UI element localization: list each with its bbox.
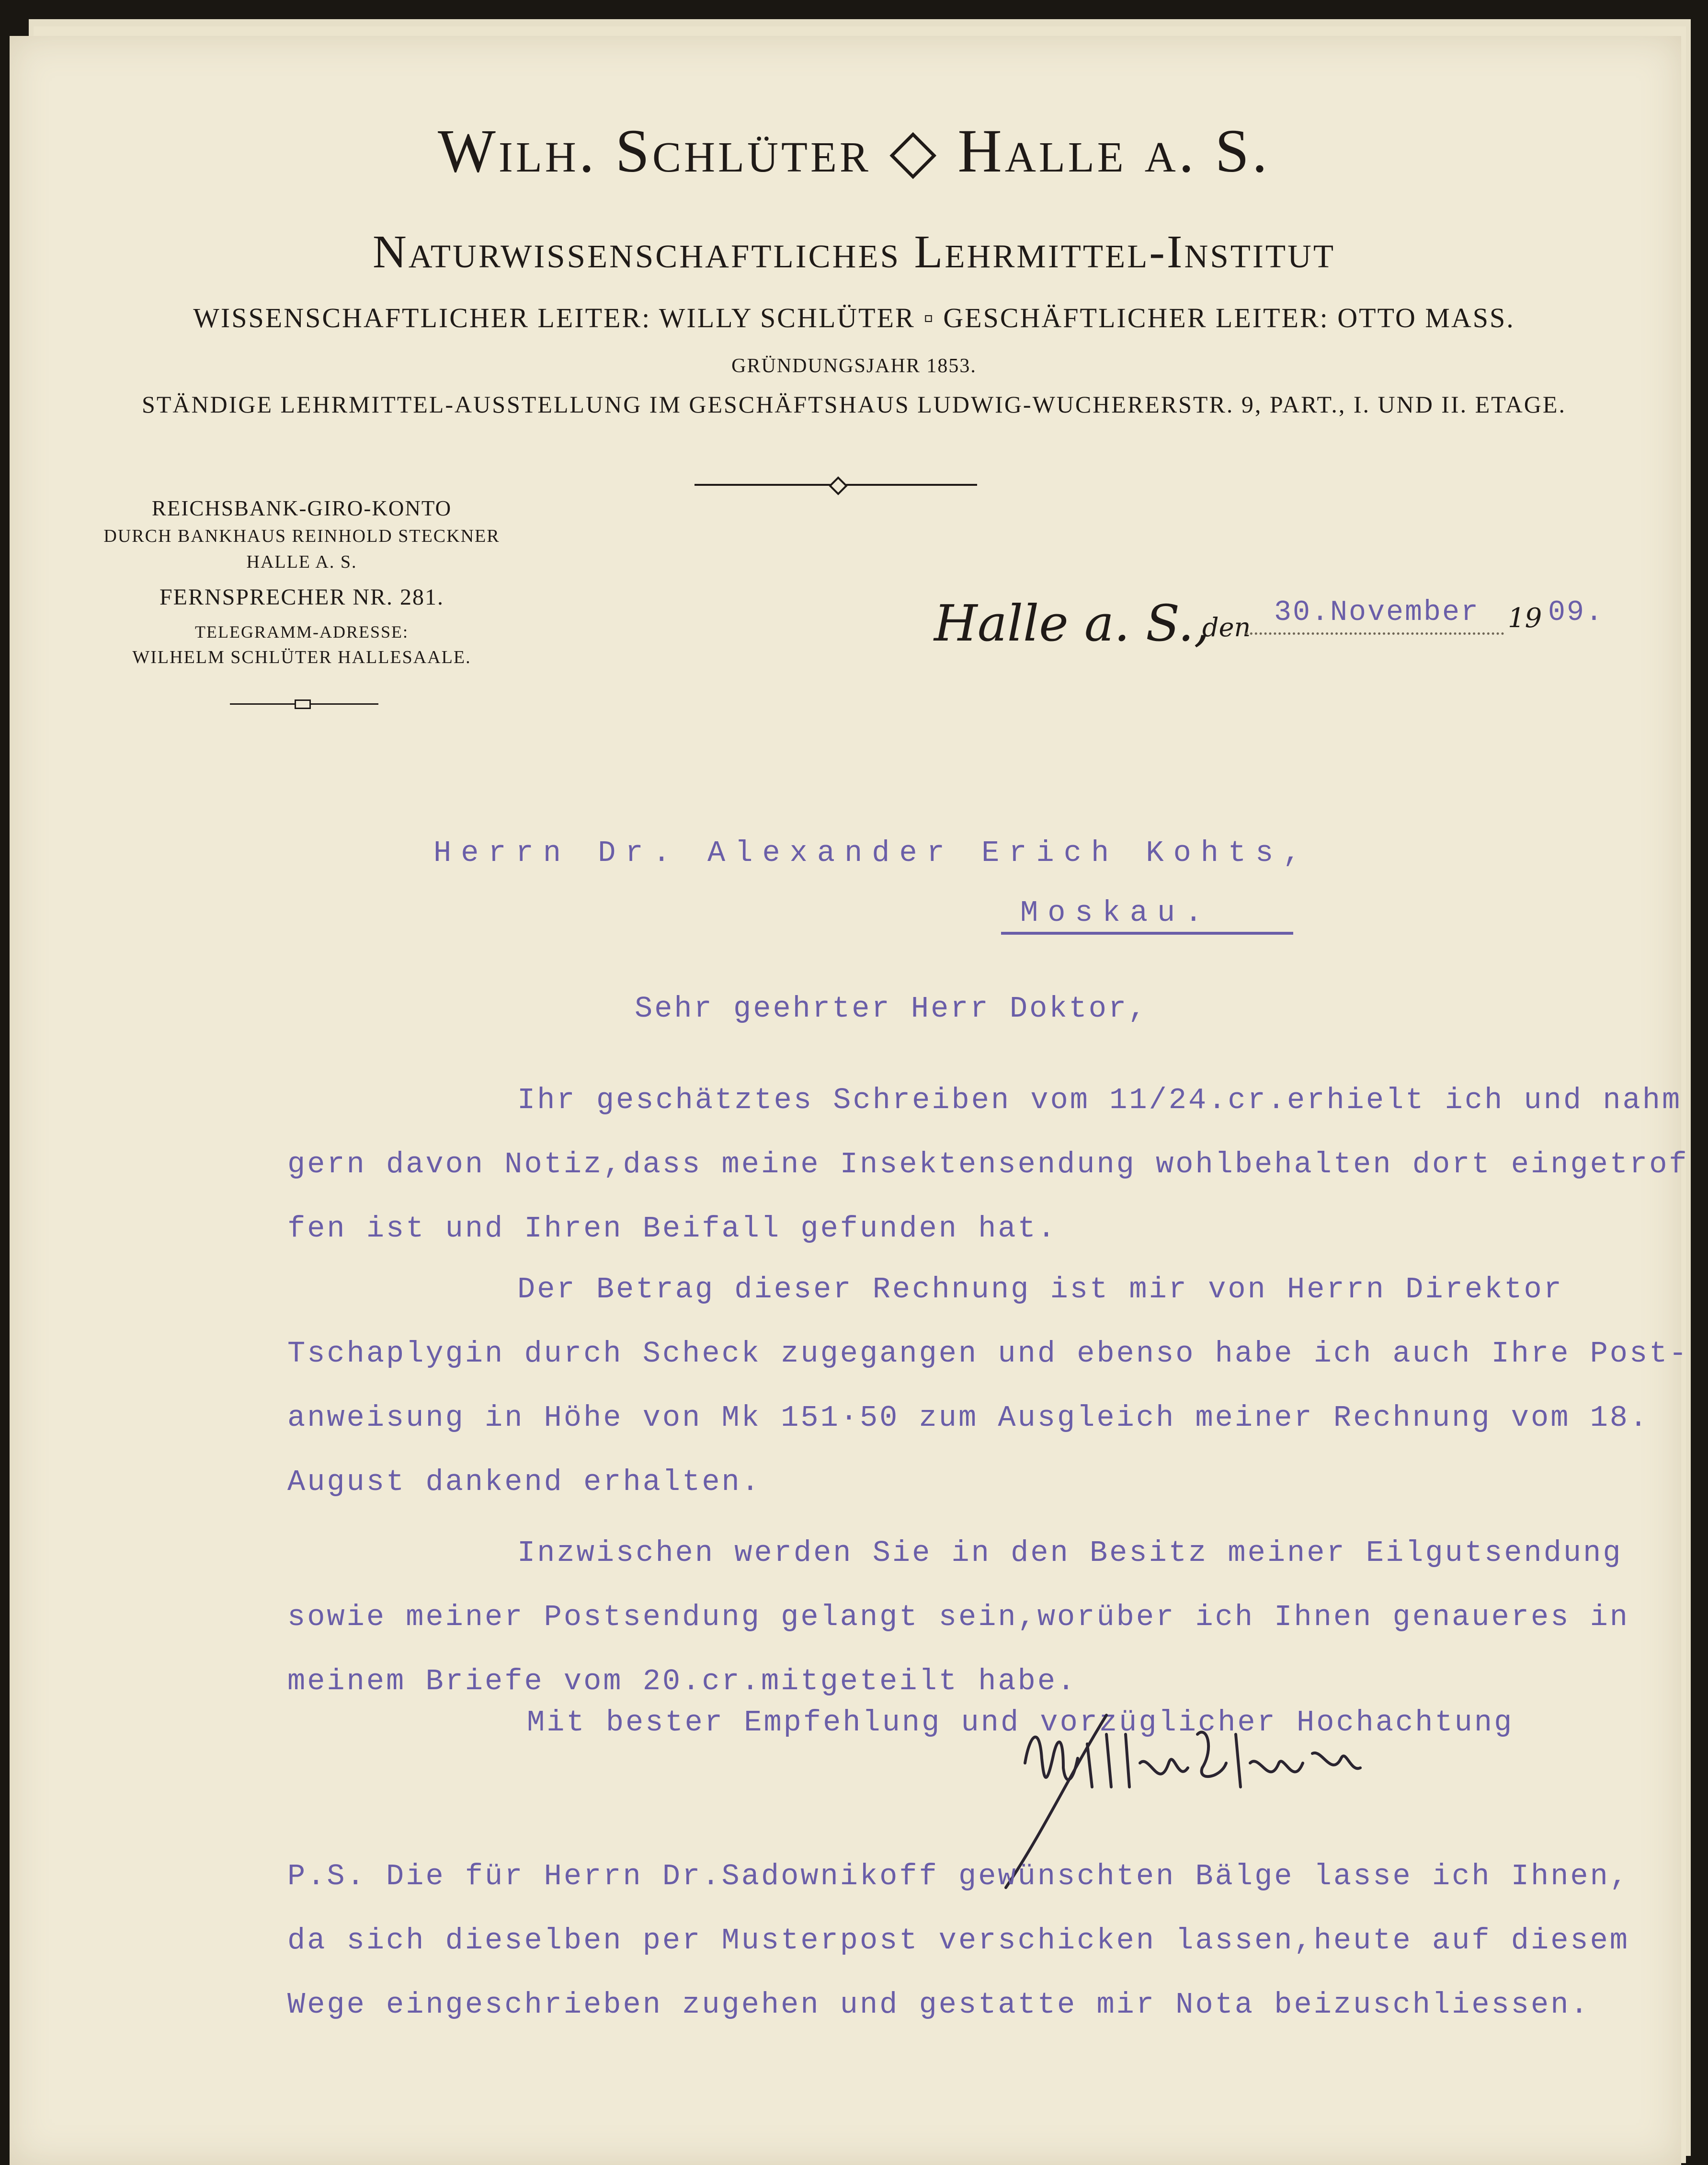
sender-info-line: TELEGRAMM-ADRESSE: <box>194 622 409 641</box>
text-line: Inzwischen werden Sie in den Besitz meiner Eilgutsendung <box>517 1536 1623 1570</box>
recipient-city-underline <box>1001 932 1293 935</box>
text-line: Der Betrag dieser Rechnung ist mir von Herrn Direktor <box>517 1272 1563 1306</box>
sender-divider-box-icon <box>295 699 311 709</box>
recipient-city: Moskau. <box>1020 896 1212 930</box>
text-line: da sich dieselben per Musterpost verschicken lassen,heute auf diesem <box>287 1924 1630 1958</box>
paragraph-2 <box>287 1258 1689 1514</box>
sender-info-block <box>96 496 508 668</box>
text-line: fen ist und Ihren Beifall gefunden hat. <box>287 1212 1058 1246</box>
dateline-date: 30.November <box>1274 596 1480 629</box>
text-line: sowie meiner Postsendung gelangt sein,worüber ich Ihnen genaueres in <box>287 1600 1630 1634</box>
text-line: anweisung in Höhe von Mk 151·50 zum Ausgleich meiner Rechnung vom 18. <box>287 1401 1650 1435</box>
salutation: Sehr geehrter Herr Doktor, <box>635 992 1148 1026</box>
letterhead-exhibition: STÄNDIGE LEHRMITTEL-AUSSTELLUNG IM GESCHÄFTSHAUS LUDWIG-WUCHERERSTR. 9, PART., I. UND II. ETAGE. <box>142 391 1566 418</box>
letterhead-leiter: WISSENSCHAFTLICHER LEITER: WILLY SCHLÜTER ▫ GESCHÄFTLICHER LEITER: OTTO MASS. <box>193 302 1515 333</box>
letterhead-subtitle: Naturwissenschaftliches Lehrmittel-Institut <box>372 226 1336 278</box>
sender-info-line: WILHELM SCHLÜTER HALLESAALE. <box>132 647 471 667</box>
text-line: gern davon Notiz,dass meine Insektensendung wohlbehalten dort eingetrof <box>287 1147 1689 1181</box>
text-line: Ihr geschätztes Schreiben vom 11/24.cr.erhielt ich und nahm <box>517 1083 1682 1117</box>
recipient-name: Herrn Dr. Alexander Erich Kohts, <box>433 836 1310 870</box>
text-line: P.S. Die für Herrn Dr.Sadownikoff gewünschten Bälge lasse ich Ihnen, <box>287 1859 1630 1893</box>
text-line: August dankend erhalten. <box>287 1465 761 1499</box>
sender-info-line: DURCH BANKHAUS REINHOLD STECKNER <box>103 526 500 546</box>
dateline-place: Halle a. S., <box>934 594 1210 653</box>
postscript <box>287 1844 1629 2037</box>
text-line: Tschaplygin durch Scheck zugegangen und ebenso habe ich auch Ihre Post- <box>287 1337 1689 1371</box>
paragraph-3 <box>287 1521 1629 1714</box>
dateline-den: den <box>1202 612 1251 642</box>
letterhead-founding-year: GRÜNDUNGSJAHR 1853. <box>731 355 977 377</box>
date-dotted-line <box>1245 632 1504 635</box>
sender-info-phone: FERNSPRECHER NR. 281. <box>159 584 444 610</box>
letterhead-title: Wilh. Schlüter ◇ Halle a. S. <box>438 117 1270 185</box>
paragraph-1 <box>287 1068 1689 1261</box>
text-line: meinem Briefe vom 20.cr.mitgeteilt habe. <box>287 1664 1077 1698</box>
dateline-year-printed: 19 <box>1508 603 1542 634</box>
sender-info-line: REICHSBANK-GIRO-KONTO <box>151 496 452 520</box>
dateline-year-typed: 09. <box>1548 596 1605 629</box>
sender-info-line: HALLE A. S. <box>246 552 357 572</box>
text-line: Wege eingeschrieben zugehen und gestatte mir Nota beizuschliessen. <box>287 1988 1590 2022</box>
closing-line: Mit bester Empfehlung und vorzüglicher Hochachtung <box>527 1706 1514 1740</box>
